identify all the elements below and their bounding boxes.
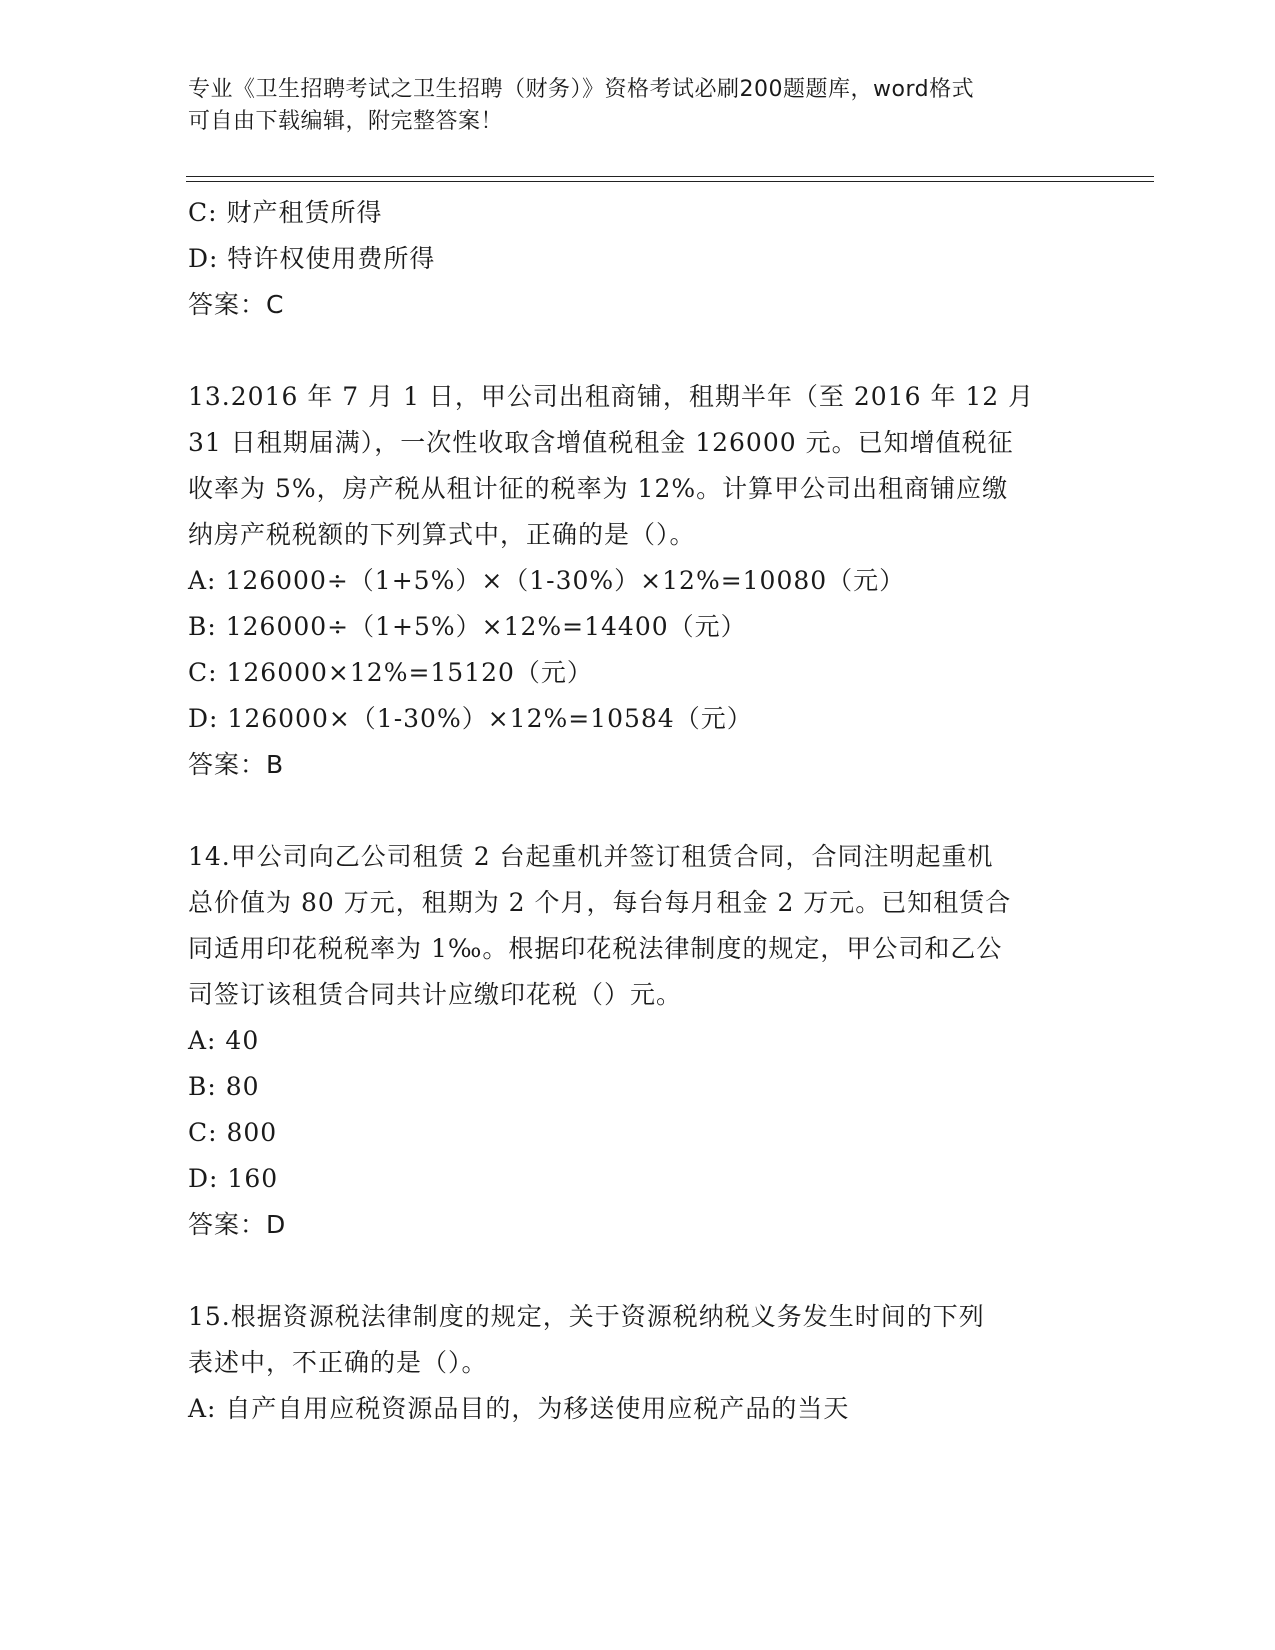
question-14 (188, 834, 1088, 1248)
header-title-line-1: 专业《卫生招聘考试之卫生招聘（财务）》资格考试必刷200题题库，word格式 (188, 77, 975, 102)
question-13 (188, 374, 1088, 788)
q15-stem-line: 表述中，不正确的是（）。 (188, 1348, 488, 1377)
header-title-line-2: 可自由下载编辑，附完整答案！ (188, 109, 504, 134)
q14-stem-line: 司签订该租赁合同共计应缴印花税（）元。 (188, 980, 683, 1009)
document-header (188, 74, 1088, 138)
question-content (188, 190, 1088, 1432)
q12-option-d: D: 特许权使用费所得 (188, 244, 436, 273)
q15-stem-line: 15.根据资源税法律制度的规定，关于资源税纳税义务发生时间的下列 (188, 1302, 985, 1331)
spacer (188, 1248, 1088, 1294)
spacer (188, 328, 1088, 374)
question-15 (188, 1294, 1088, 1432)
q13-option-b: B: 126000÷（1+5%）×12%=14400（元） (188, 612, 747, 641)
q13-option-c: C: 126000×12%=15120（元） (188, 658, 593, 687)
q14-stem-line: 14.甲公司向乙公司租赁 2 台起重机并签订租赁合同，合同注明起重机 (188, 842, 994, 871)
header-divider-top (186, 176, 1154, 177)
q13-stem-line: 13.2016 年 7 月 1 日，甲公司出租商铺，租期半年（至 2016 年 12 月 (188, 382, 1035, 411)
q13-stem-line: 收率为 5%，房产税从租计征的税率为 12%。计算甲公司出租商铺应缴 (188, 474, 1009, 503)
q14-option-c: C: 800 (188, 1118, 278, 1147)
q13-stem-line: 31 日租期届满），一次性收取含增值税租金 126000 元。已知增值税征 (188, 428, 1014, 457)
q14-answer: 答案：D (188, 1210, 287, 1239)
q12-answer: 答案：C (188, 290, 285, 319)
q14-stem-line: 同适用印花税税率为 1‰。根据印花税法律制度的规定，甲公司和乙公 (188, 934, 1003, 963)
q13-answer: 答案：B (188, 750, 285, 779)
q14-stem-line: 总价值为 80 万元，租期为 2 个月，每台每月租金 2 万元。已知租赁合 (188, 888, 1012, 917)
q14-option-a: A: 40 (188, 1026, 260, 1055)
q14-option-b: B: 80 (188, 1072, 260, 1101)
q14-option-d: D: 160 (188, 1164, 279, 1193)
q13-option-d: D: 126000×（1-30%）×12%=10584（元） (188, 704, 753, 733)
q12-option-c: C: 财产租赁所得 (188, 198, 383, 227)
q13-stem-line: 纳房产税税额的下列算式中，正确的是（）。 (188, 520, 696, 549)
q13-option-a: A: 126000÷（1+5%）×（1-30%）×12%=10080（元） (188, 566, 906, 595)
header-divider-bottom (186, 181, 1154, 182)
spacer (188, 788, 1088, 834)
q15-option-a: A: 自产自用应税资源品目的，为移送使用应税产品的当天 (188, 1394, 850, 1423)
question-12 (188, 190, 1088, 328)
